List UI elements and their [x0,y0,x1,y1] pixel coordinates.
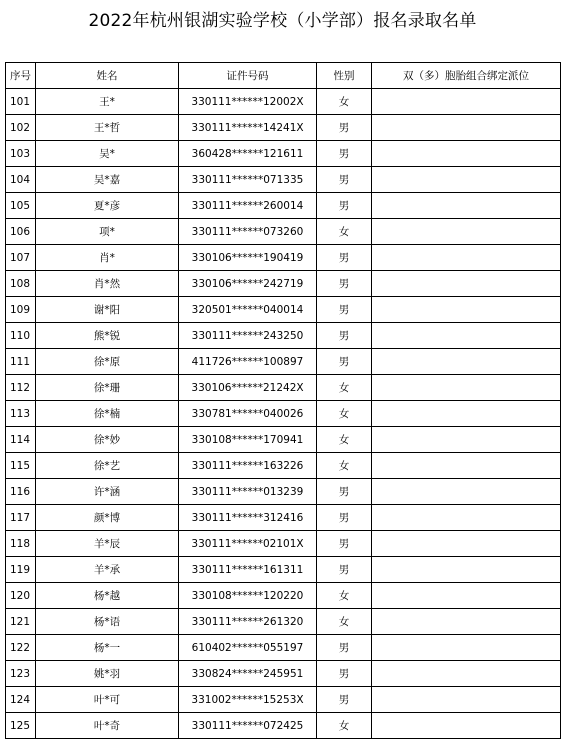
cell-id-number: 330106******21242X [179,375,317,401]
cell-name: 徐*原 [36,349,179,375]
table-row [6,349,561,375]
cell-id-number: 330824******245951 [179,661,317,687]
cell-twin-binding [372,479,561,505]
cell-name: 王* [36,89,179,115]
table-row [6,115,561,141]
cell-seq: 101 [6,89,36,115]
cell-twin-binding [372,115,561,141]
table-row [6,219,561,245]
cell-id-number: 330111******013239 [179,479,317,505]
table-row [6,141,561,167]
table-row [6,427,561,453]
cell-id-number: 330111******072425 [179,713,317,739]
cell-id-number: 330108******120220 [179,583,317,609]
cell-twin-binding [372,687,561,713]
header-gender: 性别 [317,63,372,89]
cell-seq: 109 [6,297,36,323]
cell-gender: 男 [317,271,372,297]
cell-gender: 女 [317,713,372,739]
cell-id-number: 330111******312416 [179,505,317,531]
cell-seq: 111 [6,349,36,375]
cell-name: 姚*羽 [36,661,179,687]
cell-gender: 男 [317,531,372,557]
cell-gender: 女 [317,219,372,245]
cell-id-number: 330111******260014 [179,193,317,219]
cell-twin-binding [372,557,561,583]
cell-gender: 女 [317,427,372,453]
cell-name: 徐*楠 [36,401,179,427]
cell-id-number: 330111******073260 [179,219,317,245]
cell-twin-binding [372,661,561,687]
cell-id-number: 330111******243250 [179,323,317,349]
document-title: 2022年杭州银湖实验学校（小学部）报名录取名单 [88,11,477,31]
table-row [6,375,561,401]
cell-gender: 女 [317,375,372,401]
cell-seq: 116 [6,479,36,505]
cell-twin-binding [372,323,561,349]
cell-id-number: 411726******100897 [179,349,317,375]
cell-seq: 122 [6,635,36,661]
header-seq: 序号 [6,63,36,89]
cell-seq: 125 [6,713,36,739]
table-row [6,167,561,193]
cell-id-number: 330111******163226 [179,453,317,479]
table-row [6,557,561,583]
table-body [6,89,561,739]
cell-gender: 男 [317,687,372,713]
cell-twin-binding [372,531,561,557]
table-row [6,297,561,323]
cell-gender: 女 [317,401,372,427]
cell-name: 谢*阳 [36,297,179,323]
cell-name: 羊*辰 [36,531,179,557]
table-row [6,661,561,687]
cell-seq: 102 [6,115,36,141]
cell-gender: 男 [317,115,372,141]
cell-gender: 男 [317,635,372,661]
cell-name: 杨*越 [36,583,179,609]
table-row [6,531,561,557]
cell-name: 熊*锐 [36,323,179,349]
cell-twin-binding [372,713,561,739]
table-row [6,245,561,271]
cell-twin-binding [372,245,561,271]
cell-gender: 女 [317,453,372,479]
cell-name: 羊*承 [36,557,179,583]
cell-name: 杨*语 [36,609,179,635]
cell-id-number: 330111******161311 [179,557,317,583]
cell-seq: 113 [6,401,36,427]
table-row [6,401,561,427]
cell-name: 王*哲 [36,115,179,141]
cell-gender: 男 [317,167,372,193]
cell-id-number: 331002******15253X [179,687,317,713]
cell-gender: 女 [317,583,372,609]
cell-gender: 女 [317,89,372,115]
cell-seq: 124 [6,687,36,713]
cell-twin-binding [372,141,561,167]
cell-twin-binding [372,297,561,323]
table-row [6,713,561,739]
cell-seq: 115 [6,453,36,479]
cell-seq: 112 [6,375,36,401]
header-name: 姓名 [36,63,179,89]
cell-gender: 男 [317,323,372,349]
cell-name: 叶*奇 [36,713,179,739]
cell-twin-binding [372,89,561,115]
cell-id-number: 330106******190419 [179,245,317,271]
cell-seq: 121 [6,609,36,635]
cell-name: 许*涵 [36,479,179,505]
cell-id-number: 330111******02101X [179,531,317,557]
cell-seq: 108 [6,271,36,297]
cell-gender: 男 [317,245,372,271]
cell-twin-binding [372,609,561,635]
cell-name: 吴* [36,141,179,167]
cell-gender: 男 [317,349,372,375]
cell-twin-binding [372,375,561,401]
cell-id-number: 330106******242719 [179,271,317,297]
cell-name: 徐*妙 [36,427,179,453]
table-row [6,193,561,219]
table-row [6,687,561,713]
cell-twin-binding [372,583,561,609]
cell-gender: 男 [317,557,372,583]
cell-seq: 105 [6,193,36,219]
cell-id-number: 330111******071335 [179,167,317,193]
table-header-row [6,63,561,89]
cell-twin-binding [372,453,561,479]
cell-id-number: 610402******055197 [179,635,317,661]
cell-id-number: 320501******040014 [179,297,317,323]
cell-gender: 男 [317,141,372,167]
cell-name: 吴*嘉 [36,167,179,193]
header-id: 证件号码 [179,63,317,89]
cell-gender: 女 [317,609,372,635]
cell-gender: 男 [317,193,372,219]
table-row [6,479,561,505]
cell-seq: 123 [6,661,36,687]
table-row [6,89,561,115]
cell-seq: 119 [6,557,36,583]
table-row [6,583,561,609]
cell-seq: 114 [6,427,36,453]
table-row [6,271,561,297]
cell-id-number: 330111******261320 [179,609,317,635]
cell-id-number: 330111******14241X [179,115,317,141]
cell-id-number: 330108******170941 [179,427,317,453]
cell-twin-binding [372,505,561,531]
table-row [6,635,561,661]
table-row [6,323,561,349]
cell-seq: 120 [6,583,36,609]
cell-name: 项* [36,219,179,245]
cell-twin-binding [372,219,561,245]
cell-name: 夏*彦 [36,193,179,219]
cell-twin-binding [372,193,561,219]
header-twin: 双（多）胞胎组合绑定派位 [372,63,561,89]
cell-name: 颜*博 [36,505,179,531]
cell-gender: 男 [317,505,372,531]
cell-name: 徐*艺 [36,453,179,479]
table-row [6,505,561,531]
cell-seq: 117 [6,505,36,531]
table-row [6,453,561,479]
cell-id-number: 330781******040026 [179,401,317,427]
cell-gender: 男 [317,479,372,505]
cell-twin-binding [372,401,561,427]
cell-seq: 118 [6,531,36,557]
cell-name: 肖* [36,245,179,271]
cell-id-number: 330111******12002X [179,89,317,115]
cell-twin-binding [372,635,561,661]
cell-twin-binding [372,349,561,375]
cell-twin-binding [372,167,561,193]
cell-gender: 男 [317,297,372,323]
cell-twin-binding [372,427,561,453]
cell-name: 杨*一 [36,635,179,661]
cell-seq: 107 [6,245,36,271]
cell-twin-binding [372,271,561,297]
cell-name: 叶*可 [36,687,179,713]
cell-seq: 110 [6,323,36,349]
cell-name: 肖*然 [36,271,179,297]
admission-table [5,62,561,739]
cell-id-number: 360428******121611 [179,141,317,167]
cell-seq: 106 [6,219,36,245]
cell-name: 徐*珊 [36,375,179,401]
cell-gender: 男 [317,661,372,687]
cell-seq: 103 [6,141,36,167]
cell-seq: 104 [6,167,36,193]
table-row [6,609,561,635]
